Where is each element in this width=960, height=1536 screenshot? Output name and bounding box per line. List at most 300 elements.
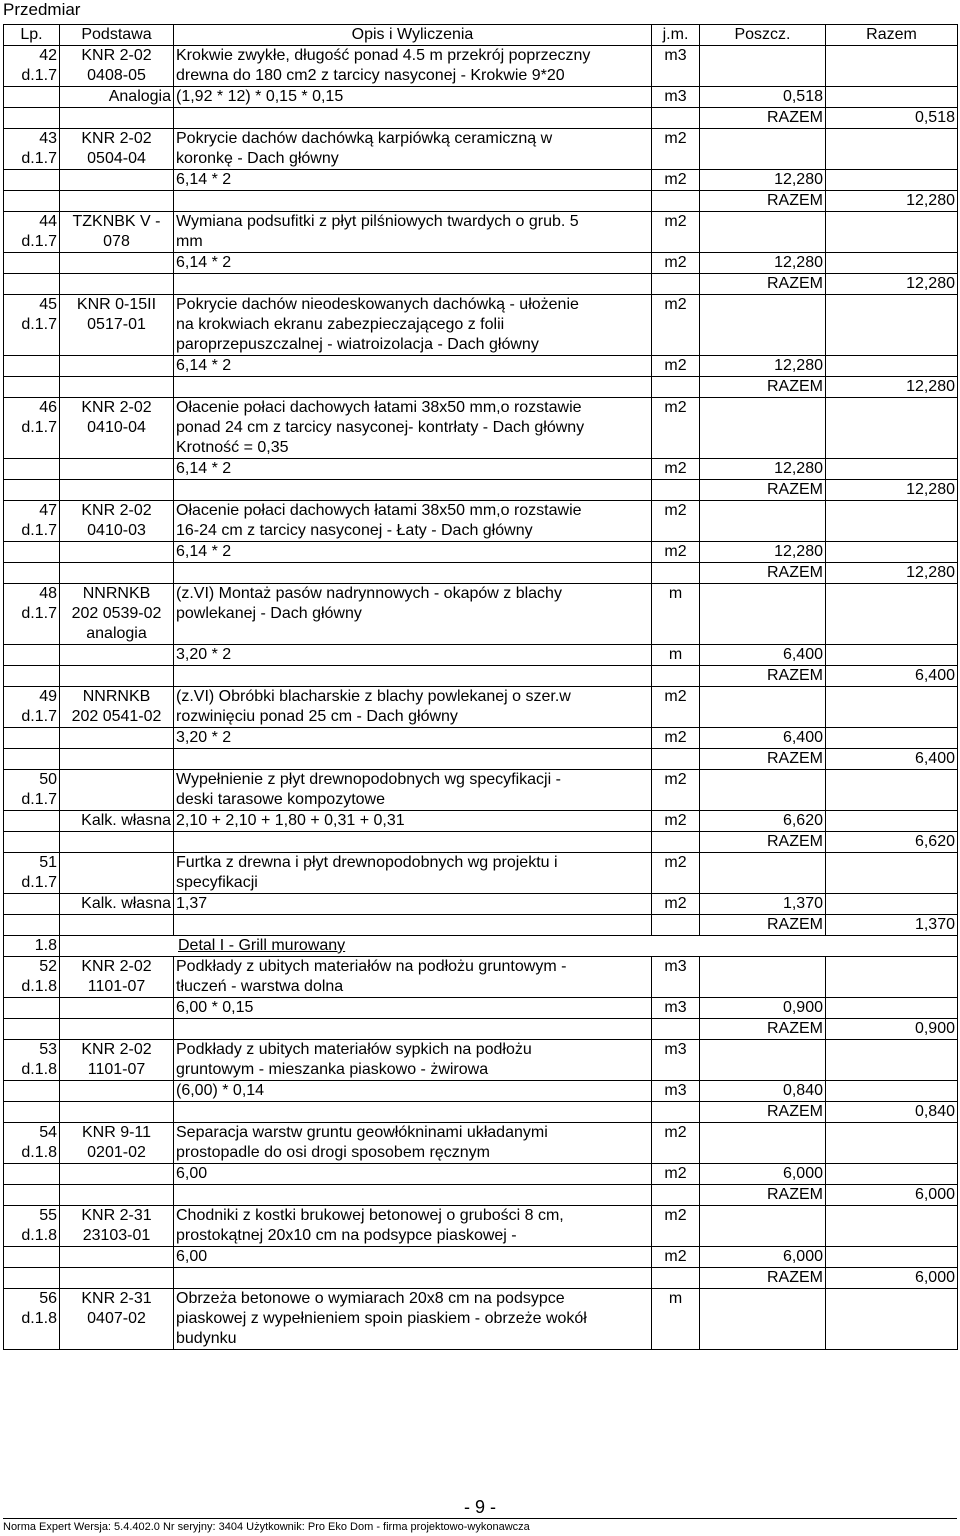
razem-empty <box>60 480 174 501</box>
item-description-line: piaskowej z wypełnieniem spoin piaskiem - obrzeże wokół <box>176 1310 587 1327</box>
item-description-line: budynku <box>176 1330 237 1347</box>
item-unit: m2 <box>652 295 700 356</box>
item-base-line: NNRNKB <box>82 585 151 602</box>
item-base-line: KNR 2-02 <box>81 502 152 519</box>
item-lp-cell <box>4 295 60 356</box>
item-total-empty <box>826 853 958 894</box>
calc-expression: 6,00 * 0,15 <box>174 998 652 1019</box>
razem-empty <box>4 1268 60 1289</box>
item-unit: m2 <box>652 501 700 542</box>
item-qty-empty <box>700 584 826 645</box>
item-lp-cell <box>4 1040 60 1081</box>
item-description-line: Pokrycie dachów nieodeskowanych dachówką - ułożenie <box>176 296 579 313</box>
item-description-line: powlekanej - Dach główny <box>176 605 362 622</box>
item-base-cell <box>60 1206 174 1247</box>
calc-total-empty <box>826 811 958 832</box>
item-description-line: Obrzeża betonowe o wymiarach 20x8 cm na podsypce <box>176 1290 565 1307</box>
calc-expression: 1,37 <box>174 894 652 915</box>
razem-empty <box>652 832 700 853</box>
calc-total-empty <box>826 1247 958 1268</box>
item-description-line: Krokwie zwykłe, długość ponad 4.5 m przekrój poprzeczny <box>176 47 591 64</box>
calc-expression: 6,00 <box>174 1247 652 1268</box>
item-description-cell <box>174 129 652 170</box>
razem-empty <box>4 832 60 853</box>
razem-empty <box>4 1102 60 1123</box>
razem-empty <box>60 108 174 129</box>
item-base-cell <box>60 295 174 356</box>
razem-empty <box>174 480 652 501</box>
item-row <box>4 1206 958 1247</box>
header-lp: Lp. <box>4 25 60 46</box>
razem-empty <box>174 274 652 295</box>
item-base-cell <box>60 957 174 998</box>
item-base-cell <box>60 501 174 542</box>
calc-prefix <box>60 1164 174 1185</box>
calc-value: 12,280 <box>700 170 826 191</box>
calc-prefix <box>60 998 174 1019</box>
item-description-line: na krokwiach ekranu zabezpieczającego z folii <box>176 316 505 333</box>
razem-label: RAZEM <box>700 832 826 853</box>
item-lp-cell <box>4 687 60 728</box>
calc-empty <box>4 356 60 377</box>
razem-row <box>4 1102 958 1123</box>
item-section-ref: d.1.7 <box>21 708 57 725</box>
calc-empty <box>4 645 60 666</box>
item-description-line: Ołacenie połaci dachowych łatami 38x50 mm,o rozstawie <box>176 399 582 416</box>
item-unit: m2 <box>652 129 700 170</box>
item-description-cell <box>174 770 652 811</box>
item-description-cell <box>174 853 652 894</box>
calc-unit: m2 <box>652 728 700 749</box>
calc-total-empty <box>826 1164 958 1185</box>
item-lp-cell <box>4 770 60 811</box>
section-row <box>4 936 958 957</box>
item-description-cell <box>174 212 652 253</box>
calc-total-empty <box>826 459 958 480</box>
item-base-line: KNR 0-15II <box>76 296 157 313</box>
item-base-line: 0410-03 <box>87 522 146 539</box>
calc-value: 12,280 <box>700 542 826 563</box>
calc-total-empty <box>826 728 958 749</box>
item-lp-cell <box>4 129 60 170</box>
item-total-empty <box>826 46 958 87</box>
item-section-ref: d.1.7 <box>21 150 57 167</box>
calc-unit: m3 <box>652 998 700 1019</box>
header-qty: Poszcz. <box>700 25 826 46</box>
razem-row <box>4 915 958 936</box>
item-unit: m2 <box>652 770 700 811</box>
calc-empty <box>4 1081 60 1102</box>
item-section-ref: d.1.8 <box>21 978 57 995</box>
item-base-line: KNR 2-31 <box>81 1290 152 1307</box>
item-section-ref: d.1.7 <box>21 522 57 539</box>
item-row <box>4 501 958 542</box>
calc-total-empty <box>826 253 958 274</box>
calc-empty <box>4 1164 60 1185</box>
calc-unit: m <box>652 645 700 666</box>
razem-label: RAZEM <box>700 1102 826 1123</box>
item-lp-cell <box>4 1289 60 1350</box>
item-total-empty <box>826 212 958 253</box>
calc-row <box>4 728 958 749</box>
calc-expression: 6,14 * 2 <box>174 170 652 191</box>
item-row <box>4 398 958 459</box>
calc-total-empty <box>826 1081 958 1102</box>
calc-expression: 6,14 * 2 <box>174 356 652 377</box>
item-qty-empty <box>700 770 826 811</box>
item-total-empty <box>826 501 958 542</box>
calc-unit: m3 <box>652 1081 700 1102</box>
razem-empty <box>652 1102 700 1123</box>
razem-empty <box>4 1185 60 1206</box>
calc-row <box>4 253 958 274</box>
calc-unit: m2 <box>652 253 700 274</box>
razem-empty <box>652 1268 700 1289</box>
razem-total: 6,400 <box>826 749 958 770</box>
item-total-empty <box>826 687 958 728</box>
item-description-cell <box>174 46 652 87</box>
header-unit: j.m. <box>652 25 700 46</box>
razem-row <box>4 274 958 295</box>
calc-prefix <box>60 459 174 480</box>
calc-row <box>4 645 958 666</box>
item-section-ref: d.1.7 <box>21 419 57 436</box>
razem-label: RAZEM <box>700 563 826 584</box>
item-description-cell <box>174 584 652 645</box>
razem-label: RAZEM <box>700 1185 826 1206</box>
razem-empty <box>60 915 174 936</box>
calc-value: 12,280 <box>700 459 826 480</box>
item-description-cell <box>174 1123 652 1164</box>
calc-expression: 3,20 * 2 <box>174 645 652 666</box>
item-total-empty <box>826 129 958 170</box>
item-description-line: Wymiana podsufitki z płyt pilśniowych twardych o grub. 5 <box>176 213 579 230</box>
razem-empty <box>652 1185 700 1206</box>
item-qty-empty <box>700 687 826 728</box>
item-section-ref: d.1.7 <box>21 791 57 808</box>
calc-prefix <box>60 170 174 191</box>
calc-total-empty <box>826 894 958 915</box>
item-unit: m3 <box>652 957 700 998</box>
calc-empty <box>4 542 60 563</box>
calc-empty <box>4 459 60 480</box>
razem-label: RAZEM <box>700 480 826 501</box>
item-base-line: analogia <box>86 625 147 642</box>
calc-expression: 6,14 * 2 <box>174 253 652 274</box>
item-qty-empty <box>700 398 826 459</box>
calc-prefix <box>60 542 174 563</box>
calc-value: 0,900 <box>700 998 826 1019</box>
item-row <box>4 46 958 87</box>
razem-label: RAZEM <box>700 1019 826 1040</box>
header-desc: Opis i Wyliczenia <box>174 25 652 46</box>
razem-row <box>4 666 958 687</box>
item-section-ref: d.1.7 <box>21 233 57 250</box>
calc-unit: m2 <box>652 542 700 563</box>
calc-value: 6,400 <box>700 728 826 749</box>
item-base-line: 0504-04 <box>87 150 146 167</box>
item-qty-empty <box>700 1123 826 1164</box>
item-number: 47 <box>39 502 57 519</box>
item-base-line: KNR 2-02 <box>81 399 152 416</box>
razem-empty <box>4 563 60 584</box>
item-base-cell <box>60 212 174 253</box>
item-section-ref: d.1.7 <box>21 67 57 84</box>
item-section-ref: d.1.8 <box>21 1061 57 1078</box>
item-description-line: paroprzepuszczalnej - wiatroizolacja - Dach główny <box>176 336 539 353</box>
item-base-cell <box>60 1289 174 1350</box>
item-lp-cell <box>4 1206 60 1247</box>
item-qty-empty <box>700 295 826 356</box>
item-base-line: 0408-05 <box>87 67 146 84</box>
item-base-line: KNR 2-02 <box>81 130 152 147</box>
item-qty-empty <box>700 853 826 894</box>
item-base-cell <box>60 129 174 170</box>
item-row <box>4 770 958 811</box>
calc-row <box>4 1247 958 1268</box>
item-base-line: 0517-01 <box>87 316 146 333</box>
razem-empty <box>60 1019 174 1040</box>
item-total-empty <box>826 770 958 811</box>
item-qty-empty <box>700 46 826 87</box>
razem-total: 0,518 <box>826 108 958 129</box>
item-number: 53 <box>39 1041 57 1058</box>
razem-empty <box>60 377 174 398</box>
razem-empty <box>60 563 174 584</box>
calc-expression: (1,92 * 12) * 0,15 * 0,15 <box>174 87 652 108</box>
item-total-empty <box>826 1206 958 1247</box>
footer-text: Norma Expert Wersja: 5.4.402.0 Nr seryjny: 3404 Użytkownik: Pro Eko Dom - firma projektowo-wykonawcza <box>3 1521 530 1533</box>
calc-row <box>4 998 958 1019</box>
item-qty-empty <box>700 212 826 253</box>
razem-empty <box>652 1019 700 1040</box>
item-base-cell <box>60 398 174 459</box>
estimate-table <box>3 24 958 1350</box>
calc-value: 6,400 <box>700 645 826 666</box>
calc-total-empty <box>826 87 958 108</box>
razem-row <box>4 1185 958 1206</box>
item-unit: m <box>652 1289 700 1350</box>
calc-empty <box>4 170 60 191</box>
item-number: 54 <box>39 1124 57 1141</box>
calc-empty <box>4 998 60 1019</box>
item-description-cell <box>174 295 652 356</box>
item-section-ref: d.1.8 <box>21 1144 57 1161</box>
item-description-line: Krotność = 0,35 <box>176 439 289 456</box>
calc-unit: m2 <box>652 170 700 191</box>
razem-row <box>4 1019 958 1040</box>
item-lp-cell <box>4 501 60 542</box>
razem-empty <box>652 915 700 936</box>
calc-prefix <box>60 253 174 274</box>
page-number: - 9 - <box>463 1497 496 1517</box>
calc-prefix <box>60 728 174 749</box>
calc-row <box>4 1081 958 1102</box>
razem-empty <box>4 915 60 936</box>
razem-empty <box>60 749 174 770</box>
razem-empty <box>652 666 700 687</box>
razem-empty <box>4 274 60 295</box>
item-unit: m <box>652 584 700 645</box>
calc-row <box>4 459 958 480</box>
razem-row <box>4 563 958 584</box>
item-base-cell <box>60 584 174 645</box>
calc-empty <box>4 87 60 108</box>
calc-empty <box>4 811 60 832</box>
item-unit: m2 <box>652 853 700 894</box>
calc-unit: m2 <box>652 894 700 915</box>
item-row <box>4 1289 958 1350</box>
item-description-cell <box>174 1206 652 1247</box>
item-number: 50 <box>39 771 57 788</box>
item-base-line: KNR 9-11 <box>81 1124 152 1141</box>
item-base-line: 0410-04 <box>87 419 146 436</box>
item-unit: m3 <box>652 1040 700 1081</box>
item-description-line: koronkę - Dach główny <box>176 150 339 167</box>
item-description-line: Podkłady z ubitych materiałów na podłożu gruntowym - <box>176 958 567 975</box>
calc-empty <box>4 1247 60 1268</box>
razem-total: 12,280 <box>826 480 958 501</box>
calc-value: 0,840 <box>700 1081 826 1102</box>
calc-empty <box>4 253 60 274</box>
razem-label: RAZEM <box>700 377 826 398</box>
razem-row <box>4 191 958 212</box>
section-number: 1.8 <box>4 936 60 957</box>
calc-unit: m2 <box>652 356 700 377</box>
item-base-cell <box>60 46 174 87</box>
calc-expression: 6,00 <box>174 1164 652 1185</box>
item-total-empty <box>826 957 958 998</box>
razem-empty <box>174 1102 652 1123</box>
calc-value: 1,370 <box>700 894 826 915</box>
calc-prefix: Kalk. własna <box>60 894 174 915</box>
item-total-empty <box>826 398 958 459</box>
item-description-line: prostopadle do osi drogi sposobem ręcznym <box>176 1144 490 1161</box>
razem-label: RAZEM <box>700 191 826 212</box>
calc-expression: 2,10 + 2,10 + 1,80 + 0,31 + 0,31 <box>174 811 652 832</box>
calc-prefix: Analogia <box>60 87 174 108</box>
item-number: 55 <box>39 1207 57 1224</box>
razem-empty <box>174 1268 652 1289</box>
razem-empty <box>4 666 60 687</box>
calc-total-empty <box>826 998 958 1019</box>
item-total-empty <box>826 1123 958 1164</box>
item-description-line: (z.VI) Obróbki blacharskie z blachy powlekanej o szer.w <box>176 688 571 705</box>
razem-empty <box>4 1019 60 1040</box>
razem-empty <box>174 563 652 584</box>
calc-prefix <box>60 1081 174 1102</box>
item-description-line: specyfikacji <box>176 874 258 891</box>
razem-empty <box>60 1185 174 1206</box>
razem-total: 12,280 <box>826 377 958 398</box>
item-section-ref: d.1.7 <box>21 874 57 891</box>
item-base-line: 23103-01 <box>82 1227 151 1244</box>
razem-empty <box>174 377 652 398</box>
razem-total: 6,000 <box>826 1185 958 1206</box>
item-unit: m2 <box>652 1123 700 1164</box>
document-title: Przedmiar <box>3 0 81 19</box>
razem-label: RAZEM <box>700 1268 826 1289</box>
calc-prefix <box>60 645 174 666</box>
item-unit: m2 <box>652 1206 700 1247</box>
razem-empty <box>652 108 700 129</box>
item-base-line: 202 0541-02 <box>71 708 162 725</box>
item-number: 42 <box>39 47 57 64</box>
razem-empty <box>60 274 174 295</box>
item-description-line: Podkłady z ubitych materiałów sypkich na podłożu <box>176 1041 532 1058</box>
calc-expression: 6,14 * 2 <box>174 542 652 563</box>
item-base-line: 1101-07 <box>87 1061 146 1078</box>
razem-empty <box>652 563 700 584</box>
razem-empty <box>4 191 60 212</box>
item-base-line: KNR 2-02 <box>81 958 152 975</box>
calc-empty <box>4 728 60 749</box>
item-base-line: KNR 2-02 <box>81 1041 152 1058</box>
calc-value: 6,000 <box>700 1164 826 1185</box>
razem-empty <box>4 377 60 398</box>
item-number: 51 <box>39 854 57 871</box>
item-base-line: KNR 2-02 <box>81 47 152 64</box>
item-row <box>4 853 958 894</box>
item-base-line: TZKNBK V - <box>72 213 161 230</box>
razem-total: 6,620 <box>826 832 958 853</box>
razem-row <box>4 377 958 398</box>
header-total: Razem <box>826 25 958 46</box>
item-description-cell <box>174 687 652 728</box>
razem-empty <box>174 666 652 687</box>
item-number: 48 <box>39 585 57 602</box>
calc-value: 6,000 <box>700 1247 826 1268</box>
calc-value: 6,620 <box>700 811 826 832</box>
item-base-line: 202 0539-02 <box>71 605 162 622</box>
item-description-line: Chodniki z kostki brukowej betonowej o grubości 8 cm, <box>176 1207 564 1224</box>
item-description-line: Wypełnienie z płyt drewnopodobnych wg specyfikacji - <box>176 771 561 788</box>
item-number: 56 <box>39 1290 57 1307</box>
razem-total: 6,400 <box>826 666 958 687</box>
item-section-ref: d.1.7 <box>21 316 57 333</box>
item-description-line: gruntowym - mieszanka piaskowo - żwirowa <box>176 1061 489 1078</box>
razem-empty <box>174 191 652 212</box>
item-lp-cell <box>4 212 60 253</box>
item-total-empty <box>826 295 958 356</box>
item-description-line: Furtka z drewna i płyt drewnopodobnych wg projektu i <box>176 854 558 871</box>
razem-empty <box>4 108 60 129</box>
calc-empty <box>4 894 60 915</box>
item-base-line: 0407-02 <box>87 1310 146 1327</box>
footer-divider <box>3 1518 957 1519</box>
item-base-line: KNR 2-31 <box>81 1207 152 1224</box>
razem-total: 12,280 <box>826 191 958 212</box>
razem-total: 12,280 <box>826 274 958 295</box>
razem-empty <box>174 832 652 853</box>
item-lp-cell <box>4 398 60 459</box>
item-row <box>4 584 958 645</box>
calc-row <box>4 1164 958 1185</box>
razem-empty <box>652 274 700 295</box>
item-total-empty <box>826 1040 958 1081</box>
calc-total-empty <box>826 645 958 666</box>
razem-empty <box>174 1019 652 1040</box>
item-description-line: Separacja warstw gruntu geowłókninami układanymi <box>176 1124 548 1141</box>
item-row <box>4 295 958 356</box>
item-description-cell <box>174 1289 652 1350</box>
item-total-empty <box>826 584 958 645</box>
item-description-cell <box>174 398 652 459</box>
item-lp-cell <box>4 584 60 645</box>
calc-row <box>4 542 958 563</box>
calc-unit: m2 <box>652 1164 700 1185</box>
calc-prefix: Kalk. własna <box>60 811 174 832</box>
